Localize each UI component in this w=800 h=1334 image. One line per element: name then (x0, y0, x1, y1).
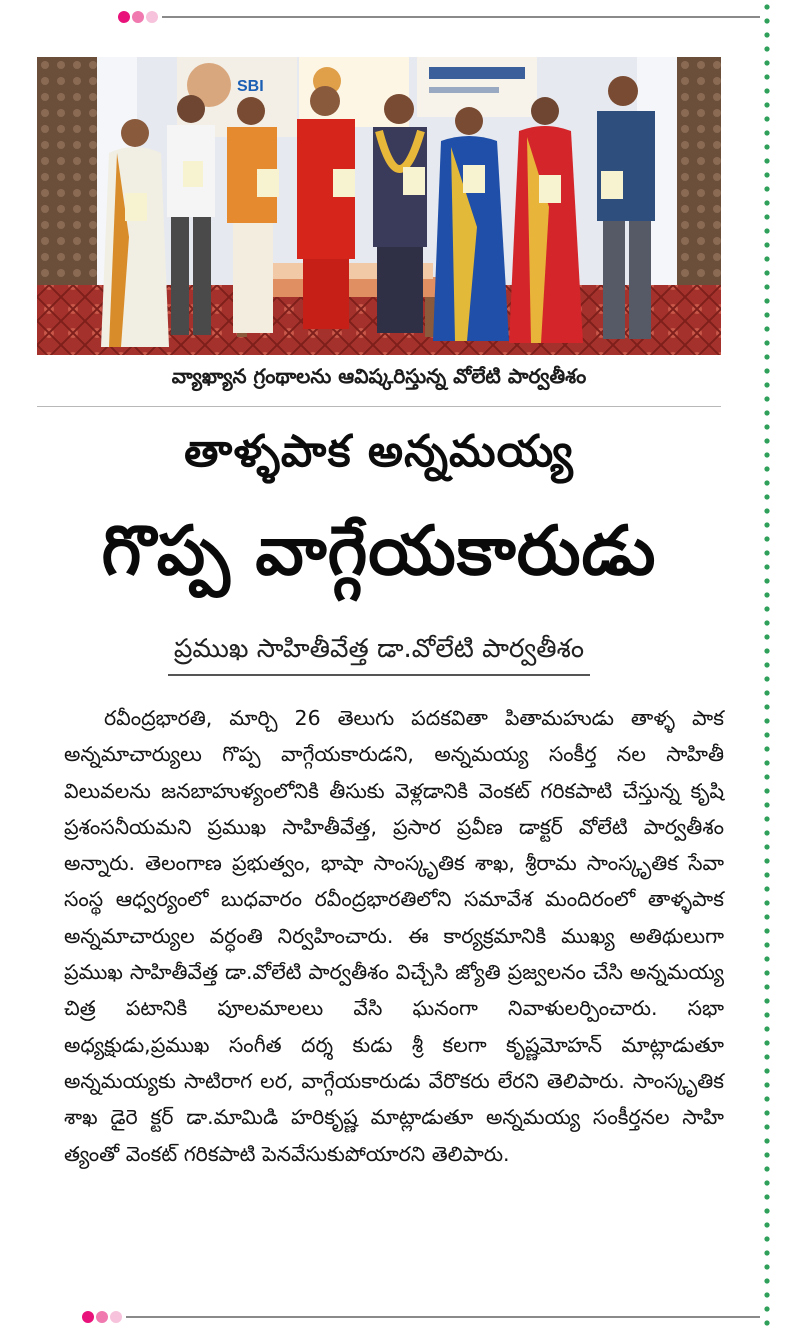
headline-line-2: గొప్ప వాగ్గేయకారుడు (101, 512, 657, 591)
subheading (37, 634, 721, 676)
event-photo (37, 57, 721, 355)
top-decorative-rule (0, 8, 760, 26)
right-dotted-border (764, 0, 770, 1334)
sbi-logo: SBI (237, 78, 264, 95)
article-body: రవీంద్రభారతి, మార్చి 26 తెలుగు పదకవితా పితామహుడు తాళ్ళ పాక అన్నమాచార్యులు గొప్ప వాగ్గేయకారుడని, అన్నమయ్య సంకీర్త నల సాహితీ విలువలను జనబాహుళ్యంలోనికి తీసుకు వెళ్లడానికి వెంకట్ గరికపాటి చేస్తున్న కృషి ప్రశంసనీయమని ప్రముఖ సాహితీవేత్త, ప్రసార ప్రవీణ డాక్టర్ వోలేటి పార్వతీశం అన్నారు. తెలంగాణ ప్రభుత్వం, భాషా సాంస్కృతిక శాఖ, శ్రీరామ సాంస్కృతిక సేవా సంస్థ ఆధ్వర్యంలో బుధవారం రవీంద్రభారతిలోని సమావేశ మందిరంలో తాళ్ళపాక అన్నమాచార్యుల వర్ధంతి నిర్వహించారు. ఈ కార్యక్రమానికి ముఖ్య అతిథులుగా ప్రముఖ సాహితీవేత్త డా.వోలేటి పార్వతీశం విచ్చేసి జ్యోతి ప్రజ్వలనం చేసి అన్నమయ్య చిత్ర పటానికి పూలమాలలు వేసి ఘనంగా నివాళులర్పించారు. సభా అధ్యక్షుడు,ప్రముఖ సంగీత దర్శ కుడు శ్రీ కలగా కృష్ణమోహన్ మాట్లాడుతూ అన్నమయ్యకు సాటిరాగ లర, వాగ్గేయకారుడు వేరొకరు లేరని తెలిపారు. సాంస్కృతిక శాఖ డైరె క్టర్ డా.మామిడి హరికృష్ణ మాట్లాడుతూ అన్నమయ్య సంకీర్తనల సాహి త్యంతో వెంకట్ గరికపాటి పెనవేసుకుపోయారని తెలిపారు. (64, 706, 724, 1166)
headline-line-1: తాళ్ళపాక అన్నమయ్య (184, 426, 574, 477)
decorative-dots (82, 1311, 126, 1323)
bottom-decorative-rule (0, 1308, 760, 1326)
rule-line (126, 1316, 760, 1318)
photo-caption: వ్యాఖ్యాన గ్రంథాలను ఆవిష్కరిస్తున్న వోలేటి పార్వతీశం (171, 364, 587, 388)
rule-line (162, 16, 760, 18)
caption-divider (37, 406, 721, 407)
decorative-dots (118, 11, 162, 23)
subheading-text: ప్రముఖ సాహితీవేత్త డా.వోలేటి పార్వతీశం (168, 634, 590, 676)
